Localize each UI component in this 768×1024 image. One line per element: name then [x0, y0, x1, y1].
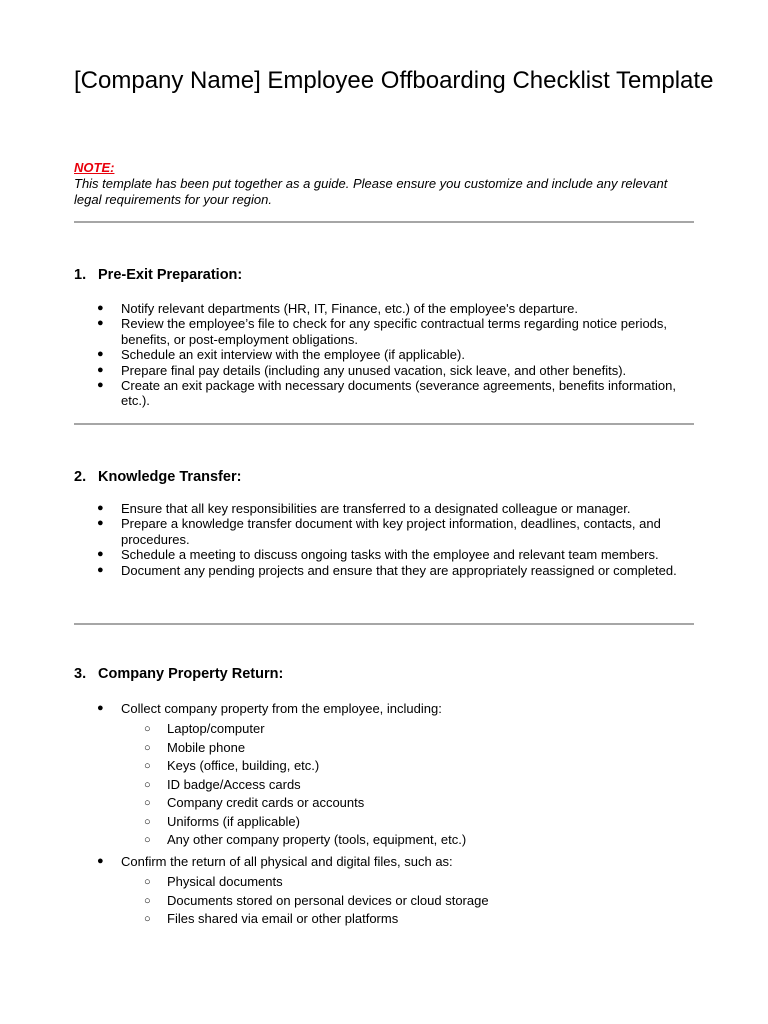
- sub-list-item: [121, 813, 688, 832]
- sub-item-text: Physical documents: [167, 874, 283, 890]
- note-text: This template has been put together as a guide. Please ensure you customize and include any relevant legal requirements for your region.: [74, 176, 668, 207]
- divider-1: [74, 221, 694, 223]
- list-item-text: Schedule a meeting to discuss ongoing tasks with the employee and relevant team members.: [121, 547, 659, 563]
- hollow-circle-icon: ○: [144, 834, 151, 847]
- note-label: NOTE:: [74, 160, 115, 175]
- sub-list-item: [121, 831, 688, 850]
- list-item-text: Document any pending projects and ensure that they are appropriately reassigned or completed.: [121, 562, 677, 578]
- section-list-company-property: [0, 701, 768, 929]
- sub-item-text: Documents stored on personal devices or cloud storage: [167, 892, 489, 908]
- section-heading-company-property: [74, 665, 283, 683]
- sub-item-text: Keys (office, building, etc.): [167, 758, 320, 774]
- sub-item-text: Laptop/computer: [167, 721, 265, 737]
- hollow-circle-icon: ○: [144, 876, 151, 889]
- section-number: 3.: [74, 666, 87, 682]
- hollow-circle-icon: ○: [144, 913, 151, 926]
- sub-list-item: [121, 892, 688, 911]
- list-item: [0, 516, 768, 547]
- hollow-circle-icon: ○: [144, 815, 151, 828]
- list-item-text: Ensure that all key responsibilities are transferred to a designated colleague or manager.: [121, 501, 631, 516]
- bullet-dot-icon: ●: [97, 348, 104, 361]
- hollow-circle-icon: ○: [144, 894, 151, 907]
- list-item-text: Prepare a knowledge transfer document with key project information, deadlines, contacts, and procedures.: [121, 516, 661, 547]
- sub-list-item: [121, 873, 688, 892]
- sub-item-text: Any other company property (tools, equipment, etc.): [167, 832, 467, 848]
- sub-item-text: Uniforms (if applicable): [167, 813, 300, 829]
- sub-list-item: [121, 739, 688, 758]
- sub-list: [121, 720, 688, 850]
- sub-item-text: Company credit cards or accounts: [167, 795, 365, 811]
- section-number: 2.: [74, 469, 87, 485]
- list-item: [0, 363, 768, 378]
- list-item: [0, 701, 768, 850]
- list-item-text: Collect company property from the employee, including:: [121, 701, 442, 716]
- sub-item-text: ID badge/Access cards: [167, 776, 301, 792]
- sub-list-item: [121, 794, 688, 813]
- sub-list: [121, 873, 688, 929]
- list-item: [0, 854, 768, 929]
- hollow-circle-icon: ○: [144, 778, 151, 791]
- list-item: [0, 316, 768, 347]
- divider-3: [74, 623, 694, 625]
- list-item-text: Schedule an exit interview with the employee (if applicable).: [121, 347, 465, 363]
- list-item: [0, 547, 768, 562]
- bullet-dot-icon: ●: [97, 317, 104, 330]
- list-item-text: Confirm the return of all physical and digital files, such as:: [121, 853, 453, 869]
- sub-list-item: [121, 757, 688, 776]
- bullet-dot-icon: ●: [97, 563, 104, 576]
- list-item-text: Prepare final pay details (including any unused vacation, sick leave, and other benefits).: [121, 362, 627, 378]
- sub-list-item: [121, 720, 688, 739]
- sub-item-text: Mobile phone: [167, 739, 246, 755]
- list-item: [0, 301, 768, 316]
- section-title: Company Property Return:: [98, 666, 284, 682]
- bullet-dot-icon: ●: [97, 379, 104, 392]
- section-title: Pre-Exit Preparation:: [98, 267, 243, 283]
- list-item-text: Create an exit package with necessary documents (severance agreements, benefits information, etc.).: [121, 378, 676, 409]
- section-list-knowledge-transfer: [0, 501, 768, 578]
- list-item: [0, 378, 768, 409]
- document-title: [Company Name] Employee Offboarding Checklist Template: [74, 67, 714, 94]
- bullet-dot-icon: ●: [97, 517, 104, 530]
- hollow-circle-icon: ○: [144, 760, 151, 773]
- bullet-dot-icon: ●: [97, 548, 104, 561]
- hollow-circle-icon: ○: [144, 797, 151, 810]
- section-heading-pre-exit: [74, 266, 242, 284]
- divider-2: [74, 423, 694, 425]
- bullet-dot-icon: ●: [97, 702, 104, 714]
- bullet-dot-icon: ●: [97, 363, 104, 376]
- bullet-dot-icon: ●: [97, 302, 104, 314]
- sub-list-item: [121, 910, 688, 929]
- list-item-text: Notify relevant departments (HR, IT, Finance, etc.) of the employee's departure.: [121, 301, 578, 316]
- bullet-dot-icon: ●: [97, 854, 104, 867]
- list-item: [0, 501, 768, 516]
- section-list-pre-exit: [0, 301, 768, 409]
- section-heading-knowledge-transfer: [74, 468, 241, 486]
- hollow-circle-icon: ○: [144, 723, 151, 736]
- section-title: Knowledge Transfer:: [98, 469, 242, 485]
- bullet-dot-icon: ●: [97, 502, 104, 514]
- list-item-text: Review the employee’s file to check for any specific contractual terms regarding notice periods, benefits, or post-employment obligations.: [121, 316, 668, 347]
- list-item: [0, 347, 768, 362]
- hollow-circle-icon: ○: [144, 741, 151, 754]
- list-item: [0, 563, 768, 578]
- section-number: 1.: [74, 267, 87, 283]
- sub-list-item: [121, 776, 688, 795]
- sub-item-text: Files shared via email or other platforms: [167, 911, 399, 927]
